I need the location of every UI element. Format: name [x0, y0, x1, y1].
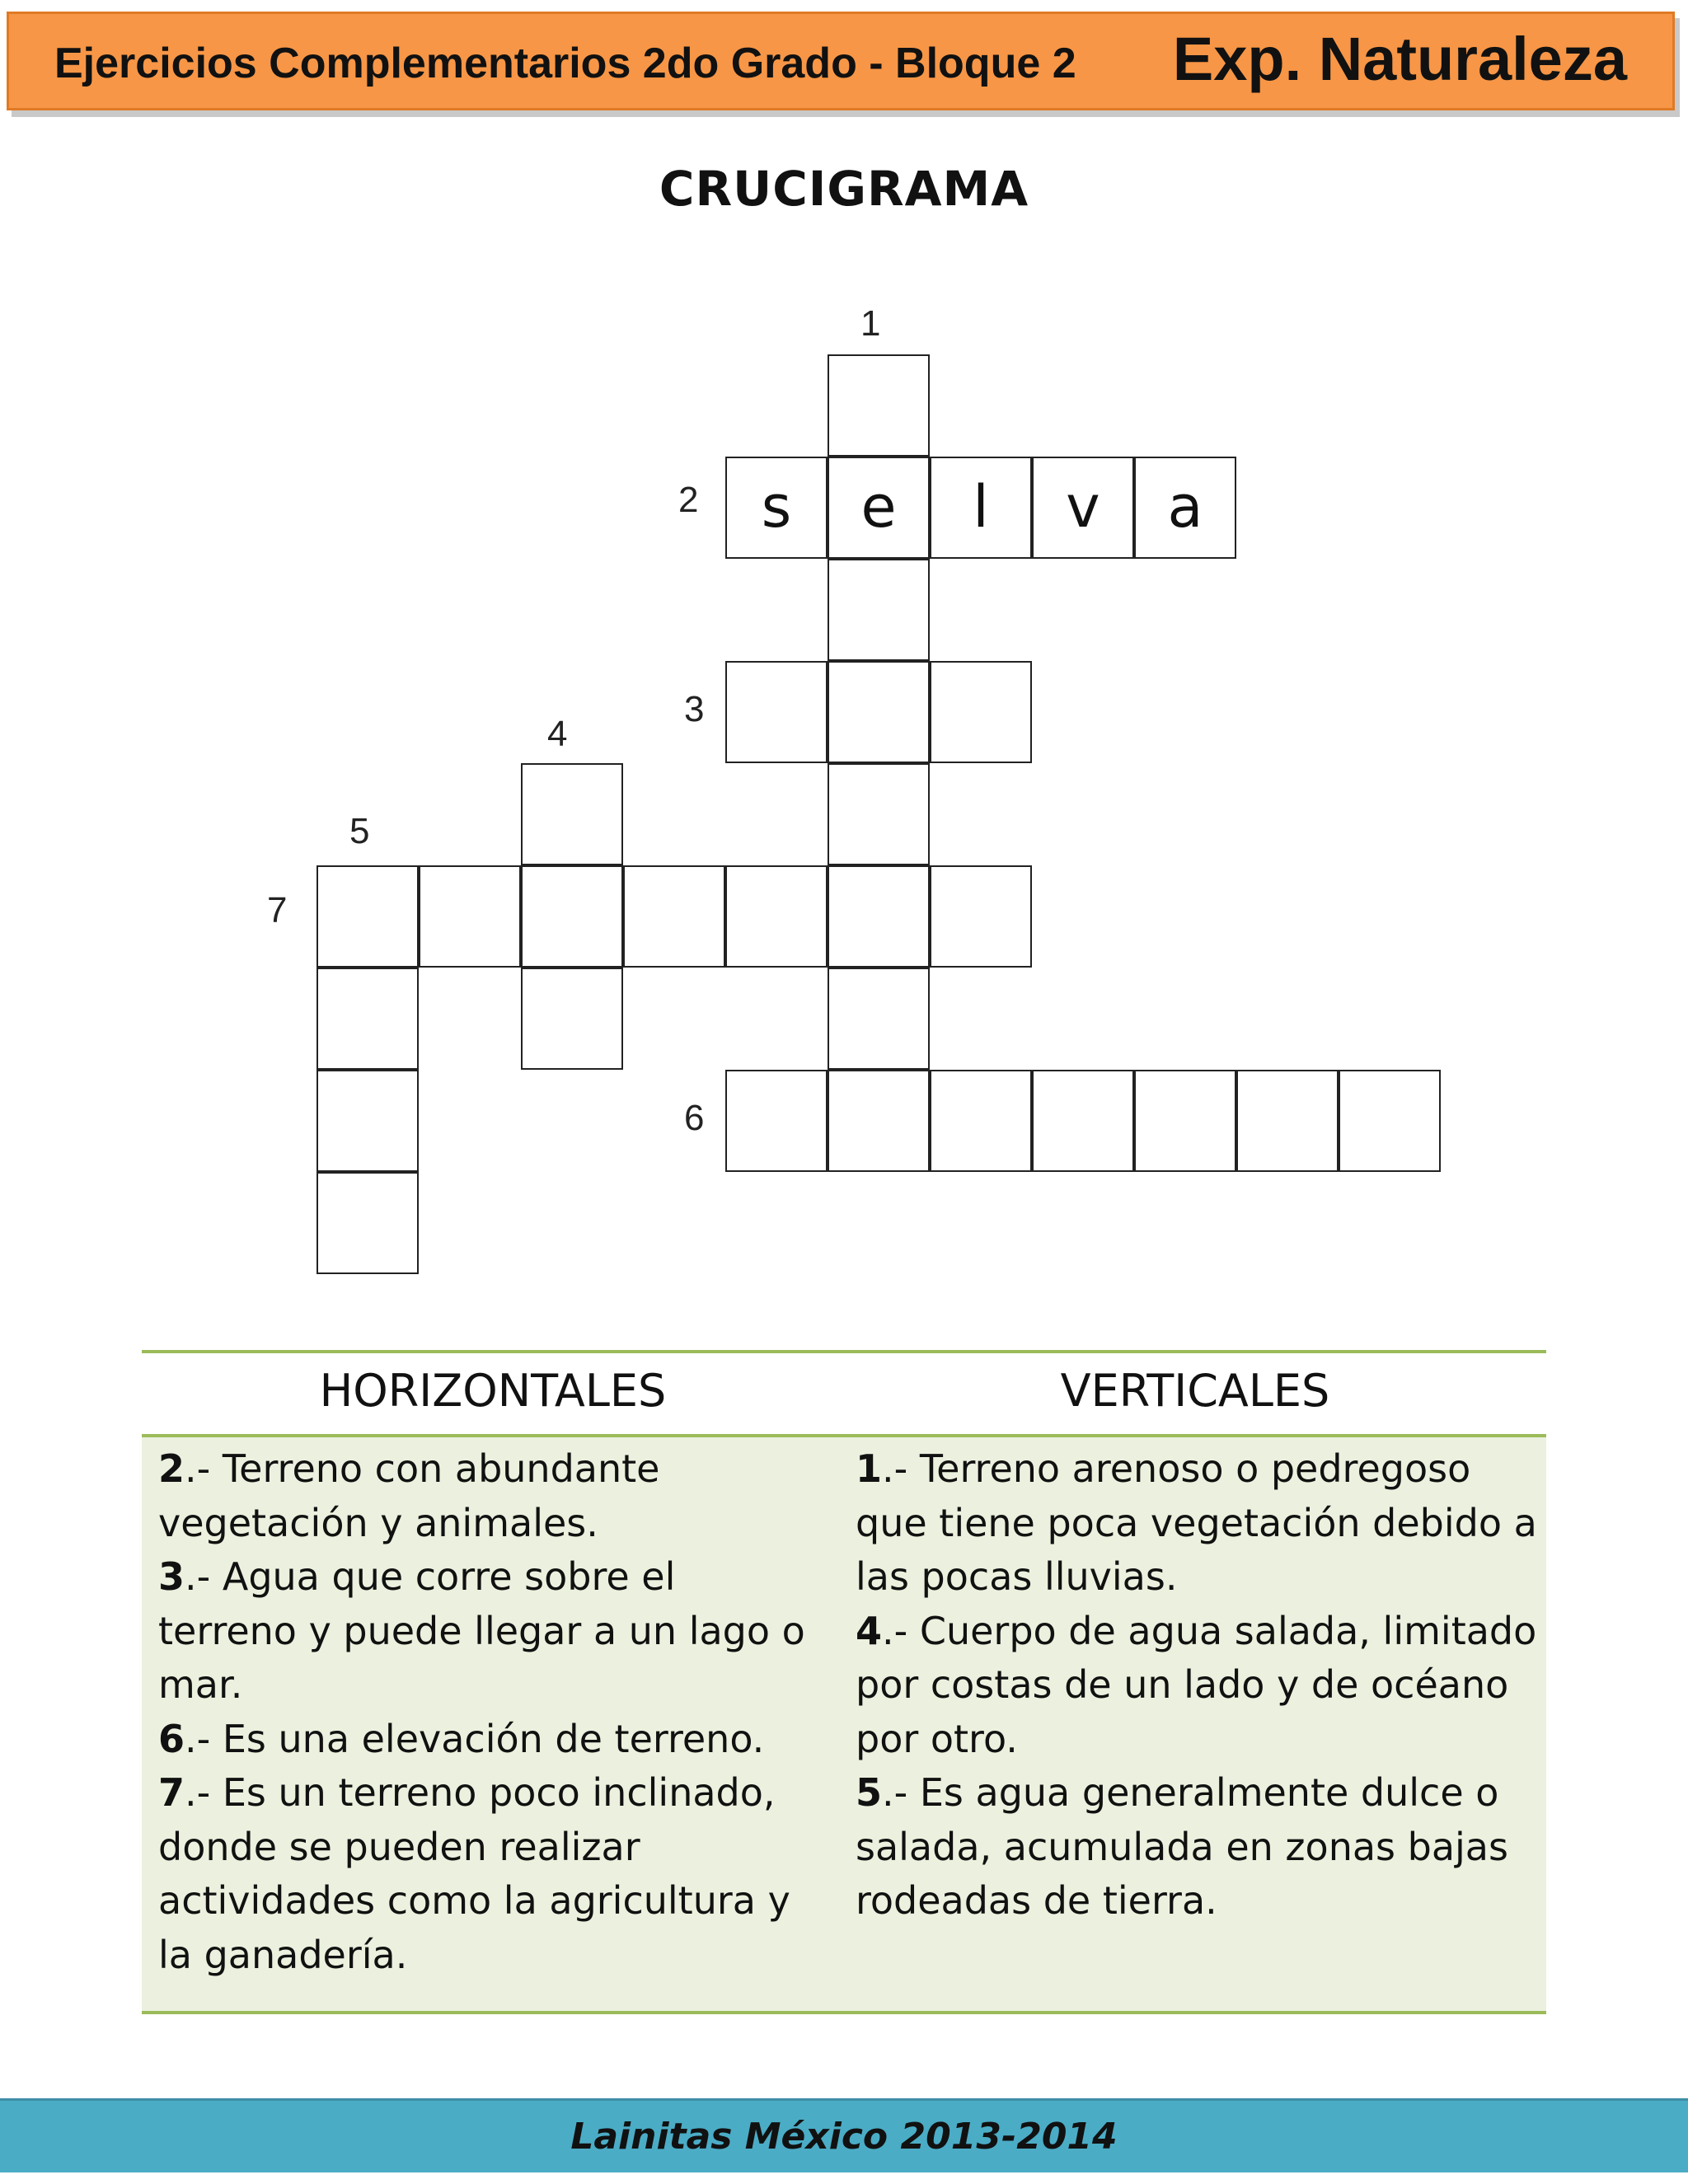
crossword-cell[interactable]	[828, 559, 930, 661]
crossword-cell[interactable]	[623, 865, 725, 968]
clue-item: 1.- Terreno arenoso o pedregoso que tiene poca vegetación debido a las pocas lluvias.	[856, 1446, 1537, 1599]
clues-body	[142, 1437, 1546, 2011]
crossword-cell[interactable]	[1134, 1070, 1236, 1172]
crossword-cell[interactable]	[1236, 1070, 1339, 1172]
clue-number-4: 4	[547, 714, 568, 754]
clue-item: 4.- Cuerpo de agua salada, limitado por costas de un lado y de océano por otro.	[856, 1608, 1537, 1761]
crossword-cell[interactable]	[316, 968, 419, 1070]
crossword-cell[interactable]	[828, 354, 930, 457]
crossword-cell-filled[interactable]: v	[1032, 457, 1134, 559]
crossword-cell[interactable]	[316, 1172, 419, 1274]
clue-item: 2.- Terreno con abundante vegetación y animales.	[158, 1446, 660, 1545]
page-footer	[0, 2098, 1688, 2172]
header-subject: Exp. Naturaleza	[1172, 25, 1627, 93]
crossword-cell[interactable]	[828, 968, 930, 1070]
page-title: CRUCIGRAMA	[659, 161, 1029, 217]
vertical-heading: VERTICALES	[1060, 1365, 1330, 1417]
crossword-cell[interactable]	[521, 763, 623, 865]
clue-number-6: 6	[684, 1098, 705, 1138]
clues-table	[142, 1350, 1546, 2014]
clue-number-7: 7	[267, 890, 288, 930]
clue-item: 6.- Es una elevación de terreno.	[158, 1716, 765, 1761]
crossword-cell[interactable]	[930, 865, 1032, 968]
clue-item: 5.- Es agua generalmente dulce o salada, acumulada en zonas bajas rodeadas de tierra.	[856, 1770, 1508, 1923]
crossword-cell[interactable]	[930, 1070, 1032, 1172]
clues-header	[142, 1353, 1546, 1437]
crossword-cell[interactable]	[1339, 1070, 1441, 1172]
horizontal-heading: HORIZONTALES	[319, 1365, 667, 1417]
crossword-cell[interactable]	[316, 865, 419, 968]
crossword-cell[interactable]	[930, 661, 1032, 763]
crossword-cell[interactable]	[316, 1070, 419, 1172]
crossword-cell[interactable]	[828, 865, 930, 968]
crossword-cell-filled[interactable]: s	[725, 457, 828, 559]
crossword-cell-filled[interactable]: e	[828, 457, 930, 559]
clue-item: 7.- Es un terreno poco inclinado, donde se pueden realizar actividades como la agricultura y la ganadería.	[158, 1770, 790, 1977]
crossword-cell-filled[interactable]: l	[930, 457, 1032, 559]
horizontal-clues	[158, 1442, 809, 1982]
crossword-cell[interactable]	[419, 865, 521, 968]
crossword-cell[interactable]	[1032, 1070, 1134, 1172]
vertical-clues	[856, 1442, 1540, 1929]
crossword-cell[interactable]	[725, 865, 828, 968]
crossword-cell[interactable]	[521, 968, 623, 1070]
crossword-cell[interactable]	[521, 865, 623, 968]
crossword-cell[interactable]	[828, 661, 930, 763]
crossword-cell[interactable]	[828, 763, 930, 865]
clue-number-3: 3	[684, 689, 705, 729]
footer-text: Lainitas México 2013-2014	[570, 2116, 1118, 2158]
clue-number-5: 5	[349, 811, 370, 851]
crossword-cell[interactable]	[725, 661, 828, 763]
crossword-cell-filled[interactable]: a	[1134, 457, 1236, 559]
clue-item: 3.- Agua que corre sobre el terreno y puede llegar a un lago o mar.	[158, 1554, 805, 1707]
clue-number-2: 2	[678, 480, 699, 520]
header-subtitle: Ejercicios Complementarios 2do Grado - Bloque 2	[54, 40, 1076, 87]
crossword-cell[interactable]	[725, 1070, 828, 1172]
crossword-cell[interactable]	[828, 1070, 930, 1172]
clue-number-1: 1	[860, 303, 881, 344]
